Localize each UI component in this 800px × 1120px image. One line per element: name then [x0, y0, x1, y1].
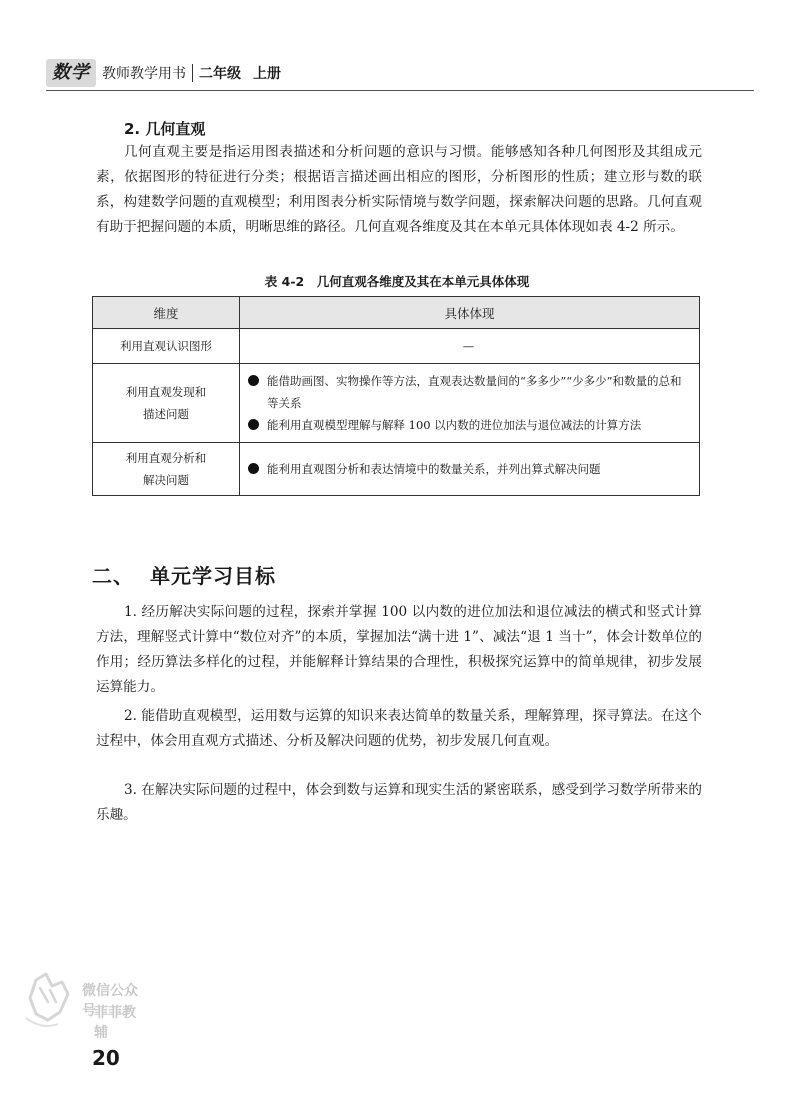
- watermark-hand-icon: [22, 968, 82, 1038]
- bullet-item: [248, 458, 689, 480]
- section-title: 2. 几何直观: [124, 120, 206, 138]
- heading-number: 二、: [92, 564, 134, 588]
- bullet-text: 能借助画图、实物操作等方法，直观表达数量间的“多多少”“少多少”和数量的总和等关系: [267, 374, 682, 410]
- detail-cell: [240, 443, 700, 496]
- running-header: [46, 58, 281, 88]
- book-name: 教师教学用书: [102, 66, 186, 82]
- bullet-item: [248, 370, 689, 414]
- table-row: [93, 443, 700, 496]
- goal-item: 2. 能借助直观模型，运用数与运算的知识来表达简单的数量关系，理解算理，探寻算法。在这个过程中，体会用直观方式描述、分析及解决问题的优势，初步发展几何直观。: [96, 708, 702, 749]
- dimension-line: 描述问题: [143, 407, 189, 421]
- bullet-icon: [248, 419, 259, 430]
- column-header-dimension: 维度: [93, 297, 240, 329]
- unit-goals-heading: [92, 560, 276, 589]
- table-caption: 表 4-2 几何直观各维度及其在本单元具体体现: [264, 274, 530, 289]
- dimension-cell: [93, 364, 240, 443]
- dimension-table: [92, 296, 700, 496]
- dimension-line: 利用直观分析和: [125, 451, 207, 465]
- dimension-cell: [93, 443, 240, 496]
- watermark: [22, 968, 148, 1041]
- bullet-text: 能利用直观图分析和表达情境中的数量关系，并列出算式解决问题: [267, 462, 601, 476]
- page-number: 20: [92, 1046, 120, 1070]
- volume-label: 上册: [253, 66, 281, 82]
- watermark-line: 菲菲教辅: [94, 1005, 136, 1041]
- header-separator: [192, 64, 193, 82]
- section-paragraph: 几何直观主要是指运用图表描述和分析问题的意识与习惯。能够感知各种几何图形及其组成元素，依据图形的特征进行分类；根据语言描述画出相应的图形，分析图形的性质；建立形与数的联系，构建数学问题的直观模型；利用图表分析实际情境与数学问题，探索解决问题的思路。几何直观有助于把握问题的本质，明晰思维的路径。几何直观各维度及其在本单元具体体现如表 4-2 所示。: [96, 144, 702, 235]
- header-rule: [46, 90, 754, 91]
- heading-text: 单元学习目标: [150, 564, 276, 588]
- subject-badge: 数学: [46, 59, 96, 87]
- table-row: [93, 329, 700, 364]
- goal-item: 1. 经历解决实际问题的过程，探索并掌握 100 以内数的进位加法和退位减法的横式和竖式计算方法，理解竖式计算中“数位对齐”的本质，掌握加法“满十进 1”、减法“退 1 当十”，体会计数单位的作用；经历算法多样化的过程，并能解释计算结果的合理性，积极探究运算中的简单规律，初步发展运算能力。: [96, 604, 702, 695]
- bullet-icon: [248, 375, 259, 386]
- table-row: [93, 364, 700, 443]
- table-header-row: [93, 297, 700, 329]
- dimension-cell: 利用直观认识图形: [93, 329, 240, 364]
- column-header-detail: 具体体现: [240, 297, 700, 329]
- watermark-line: 微信公众号: [82, 983, 138, 1019]
- detail-cell: —: [240, 329, 700, 364]
- bullet-item: [248, 414, 689, 436]
- grade-label: 二年级: [199, 66, 241, 82]
- dimension-line: 利用直观发现和: [125, 385, 207, 399]
- detail-cell: [240, 364, 700, 443]
- dimension-line: 解决问题: [143, 473, 189, 487]
- bullet-text: 能利用直观模型理解与解释 100 以内数的进位加法与退位减法的计算方法: [267, 418, 642, 432]
- goal-item: 3. 在解决实际问题的过程中，体会到数与运算和现实生活的紧密联系，感受到学习数学所带来的乐趣。: [96, 782, 702, 823]
- bullet-icon: [248, 463, 259, 474]
